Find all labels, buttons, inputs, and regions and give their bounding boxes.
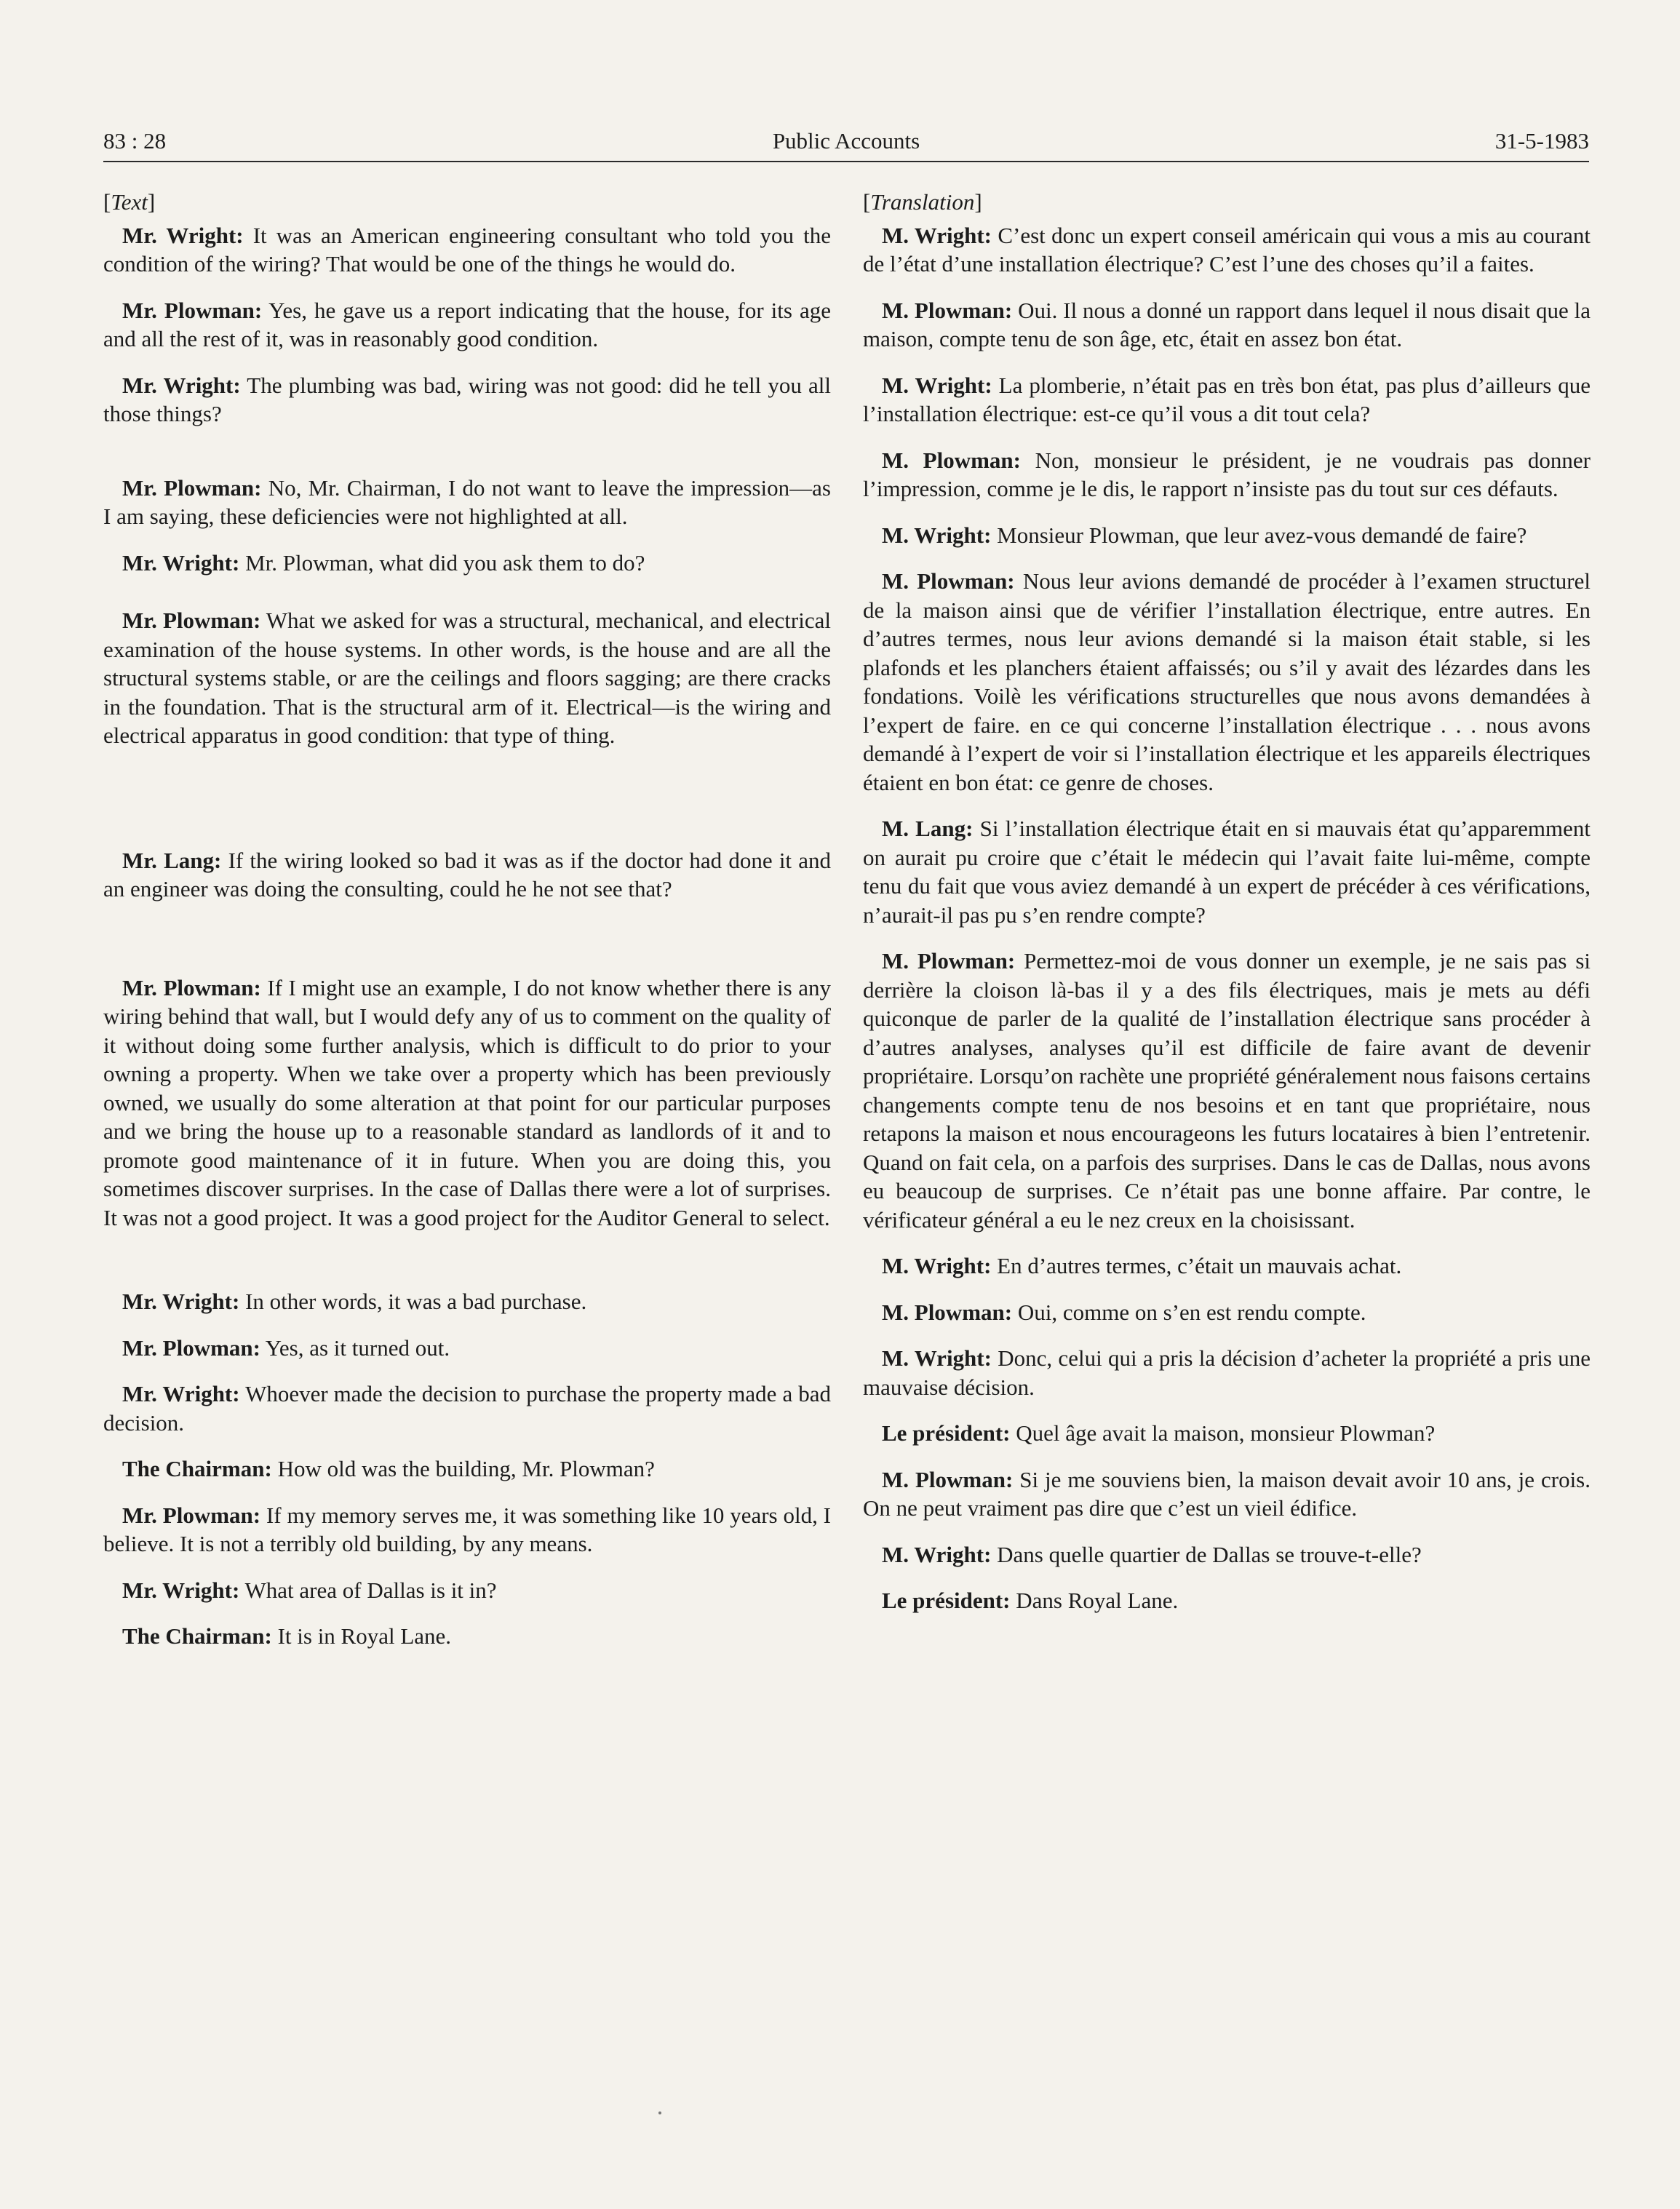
paragraph	[103, 549, 831, 578]
page-number: 83 : 28	[103, 128, 167, 154]
speaker: M. Plowman:	[882, 297, 1013, 323]
speaker: M. Wright:	[882, 522, 992, 548]
paragraph	[103, 1334, 831, 1363]
french-column	[863, 188, 1591, 1615]
speaker: Mr. Wright:	[122, 372, 241, 398]
paragraph	[863, 371, 1591, 429]
speaker: M. Lang:	[882, 816, 974, 841]
paragraph	[103, 371, 831, 429]
speaker: Mr. Plowman:	[122, 297, 263, 323]
speech: Mr. Plowman, what did you ask them to do?	[245, 549, 645, 576]
speaker: Le président:	[882, 1588, 1011, 1613]
speaker: Mr. Wright:	[122, 222, 244, 248]
paragraph	[863, 221, 1591, 279]
speaker: Mr. Plowman:	[122, 1334, 260, 1361]
paragraph	[863, 814, 1591, 929]
speaker: M. Wright:	[882, 222, 992, 248]
speaker: M. Plowman:	[882, 568, 1015, 594]
english-column	[103, 188, 831, 1651]
speaker: Mr. Wright:	[122, 1381, 240, 1406]
paragraph	[103, 846, 831, 904]
paragraph	[103, 1501, 831, 1559]
speech: If I might use an example, I do not know whether there is any wiring behind that wall, but I would defy any of us to comment on the quality of it without doing some further analysis, which is difficult to do prior to your owning a property. When we take over a property which has been previously owned, we usually do some alteration at that point for our particular purposes and we bring the house up to a reasonable standard as landlords of it and to promote good maintenance of it in future. When you are doing this, you sometimes discover surprises. In the case of Dallas there were a lot of surprises. It was not a good project. It was a good project for the Auditor General to select.	[103, 974, 832, 1230]
paragraph	[863, 521, 1591, 550]
speaker: Mr. Lang:	[122, 847, 222, 873]
speech: Oui. Il nous a donné un rapport dans lequel il nous disait que la maison, compte tenu de son âge, etc, était en assez bon état.	[863, 297, 1591, 351]
speech: It was an American engineering consultant who told you the condition of the wiring? That would be one of the things he would do.	[103, 222, 831, 276]
paragraph	[863, 947, 1591, 1234]
speech: Whoever made the decision to purchase the property made a bad decision.	[103, 1381, 832, 1436]
speech: Nous leur avions demandé de procéder à l’examen structurel de la maison ainsi que de vérifier l’installation électrique, entre autres. En d’autres termes, nous leur avions demandé si la maison était stable, si les plafonds et les planchers étaient affaissés; ou s’il y avait des lézardes dans les fondations. Voilè les vérifications structurelles que nous avons demandées à l’expert de faire. en ce qui concerne l’installation électrique . . . nous avons demandé à l’expert de voir si l’installation électrique et les appareils électriques étaient en bon état: ce genre de choses.	[863, 568, 1591, 795]
speech: If the wiring looked so bad it was as if the doctor had done it and an engineer was doing the consulting, could he he not see that?	[103, 847, 831, 901]
speech: Dans Royal Lane.	[1016, 1588, 1179, 1613]
page-header	[103, 122, 1589, 162]
speech: The plumbing was bad, wiring was not good: did he tell you all those things?	[103, 372, 831, 426]
paragraph	[103, 221, 831, 279]
speaker: M. Plowman:	[882, 948, 1016, 974]
speaker: M. Wright:	[882, 1253, 992, 1278]
speech: Yes, he gave us a report indicating that the house, for its age and all the rest of it, was in reasonably good condition.	[103, 297, 831, 351]
paragraph	[863, 296, 1591, 354]
paragraph	[863, 1540, 1591, 1569]
speech: What area of Dallas is it in?	[244, 1577, 497, 1603]
speaker: Mr. Wright:	[122, 1289, 240, 1314]
paragraph	[863, 1251, 1591, 1281]
speaker: Mr. Plowman:	[122, 474, 262, 501]
speech: Dans quelle quartier de Dallas se trouve-t-elle?	[997, 1541, 1422, 1567]
speech: Monsieur Plowman, que leur avez-vous demandé de faire?	[997, 522, 1527, 548]
page-mark	[658, 2112, 661, 2114]
speech: Si l’installation électrique était en si mauvais état qu’apparemment on aurait pu croire que c’était le médecin qui l’avait faite lui-même, compte tenu du fait que vous aviez demandé à un expert de précéder à ces vérifications, n’aurait-il pas pu s’en rendre compte?	[863, 816, 1591, 928]
paragraph	[863, 1586, 1591, 1615]
header-rule	[103, 161, 1589, 162]
speaker: Mr. Wright:	[122, 549, 240, 576]
speech: No, Mr. Chairman, I do not want to leave the impression—as I am saying, these deficiencies were not highlighted at all.	[103, 474, 831, 529]
paragraph	[863, 567, 1591, 797]
speaker: M. Plowman:	[882, 1299, 1013, 1325]
speech: What we asked for was a structural, mechanical, and electrical examination of the house systems. In other words, is the house and are all the structural systems stable, or are the ceilings and floors sagging; are there cracks in the foundation. That is the structural arm of it. Electrical—is the wiring and electrical apparatus in good condition: that type of thing.	[103, 608, 831, 748]
speaker: M. Plowman:	[882, 447, 1021, 473]
speaker: The Chairman:	[122, 1623, 272, 1649]
speaker: Le président:	[882, 1420, 1011, 1446]
speech: It is in Royal Lane.	[277, 1623, 452, 1649]
page-date: 31-5-1983	[1494, 128, 1589, 154]
paragraph	[103, 606, 831, 750]
speaker: M. Plowman:	[882, 1466, 1014, 1492]
speaker: M. Wright:	[882, 1541, 992, 1567]
speaker: The Chairman:	[122, 1456, 272, 1481]
speech: Yes, as it turned out.	[265, 1334, 450, 1361]
speech: Permettez-moi de vous donner un exemple, je ne sais pas si derrière la cloison là-bas il y a des fils électriques, mais je mets au défi quiconque de parler de la qualité de l’installation électrique sans procéder à d’autres analyses, analyses qu’il est difficile de faire avant de devenir propriétaire. Lorsqu’on rachète une propriété généralement nous faisons certains changements compte tenu de nos besoins et en tant que propriétaire, nous retapons la maison et nous encourageons les futurs locataires à bien l’entretenir. Quand on fait cela, on a parfois des surprises. Dans le cas de Dallas, nous avons eu beaucoup de surprises. Ce n’était pas une bonne affaire. Par contre, le vérificateur général a eu le nez creux en la choisissant.	[863, 948, 1591, 1233]
speech: Donc, celui qui a pris la décision d’acheter la propriété a pris une mauvaise décision.	[863, 1345, 1591, 1400]
paragraph	[103, 1380, 831, 1437]
paragraph	[863, 1419, 1591, 1448]
page-title: Public Accounts	[772, 128, 920, 154]
speaker: Mr. Plowman:	[122, 1502, 261, 1528]
paragraph	[103, 974, 831, 1233]
speech: C’est donc un expert conseil américain qui vous a mis au courant de l’état d’une installation électrique? C’est l’une des choses qu’il a faites.	[863, 222, 1591, 276]
paragraph	[103, 296, 831, 354]
speech: En d’autres termes, c’était un mauvais achat.	[997, 1253, 1402, 1278]
speaker: M. Wright:	[882, 372, 992, 398]
speaker: Mr. Plowman:	[122, 974, 261, 1000]
paragraph	[863, 1298, 1591, 1327]
speech: If my memory serves me, it was something like 10 years old, I believe. It is not a terribly old building, by any means.	[103, 1502, 832, 1556]
speaker: Mr. Plowman:	[122, 608, 261, 633]
speech: La plomberie, n’était pas en très bon état, pas plus d’ailleurs que l’installation électrique: est-ce qu’il vous a dit tout cela?	[863, 372, 1591, 426]
column-label-english: [Text]	[103, 189, 156, 215]
paragraph	[103, 1454, 831, 1484]
paragraph	[103, 1622, 831, 1651]
speech: How old was the building, Mr. Plowman?	[277, 1456, 655, 1481]
speaker: M. Wright:	[882, 1345, 992, 1371]
speech: Si je me souviens bien, la maison devait avoir 10 ans, je crois. On ne peut vraiment pas dire que c’est un vieil édifice.	[863, 1466, 1591, 1521]
paragraph	[863, 1344, 1591, 1401]
column-label-french: [Translation]	[863, 189, 982, 215]
speech: Quel âge avait la maison, monsieur Plowman?	[1016, 1420, 1436, 1446]
paragraph	[863, 446, 1591, 504]
paragraph	[863, 1465, 1591, 1523]
paragraph	[103, 1287, 831, 1316]
speech: Oui, comme on s’en est rendu compte.	[1017, 1299, 1366, 1325]
paragraph	[103, 1576, 831, 1605]
speech: Non, monsieur le président, je ne voudrais pas donner l’impression, comme je le dis, le rapport n’insiste pas du tout sur ces défauts.	[863, 447, 1591, 501]
speech: In other words, it was a bad purchase.	[245, 1289, 587, 1314]
paragraph	[103, 474, 831, 531]
speaker: Mr. Wright:	[122, 1577, 240, 1603]
